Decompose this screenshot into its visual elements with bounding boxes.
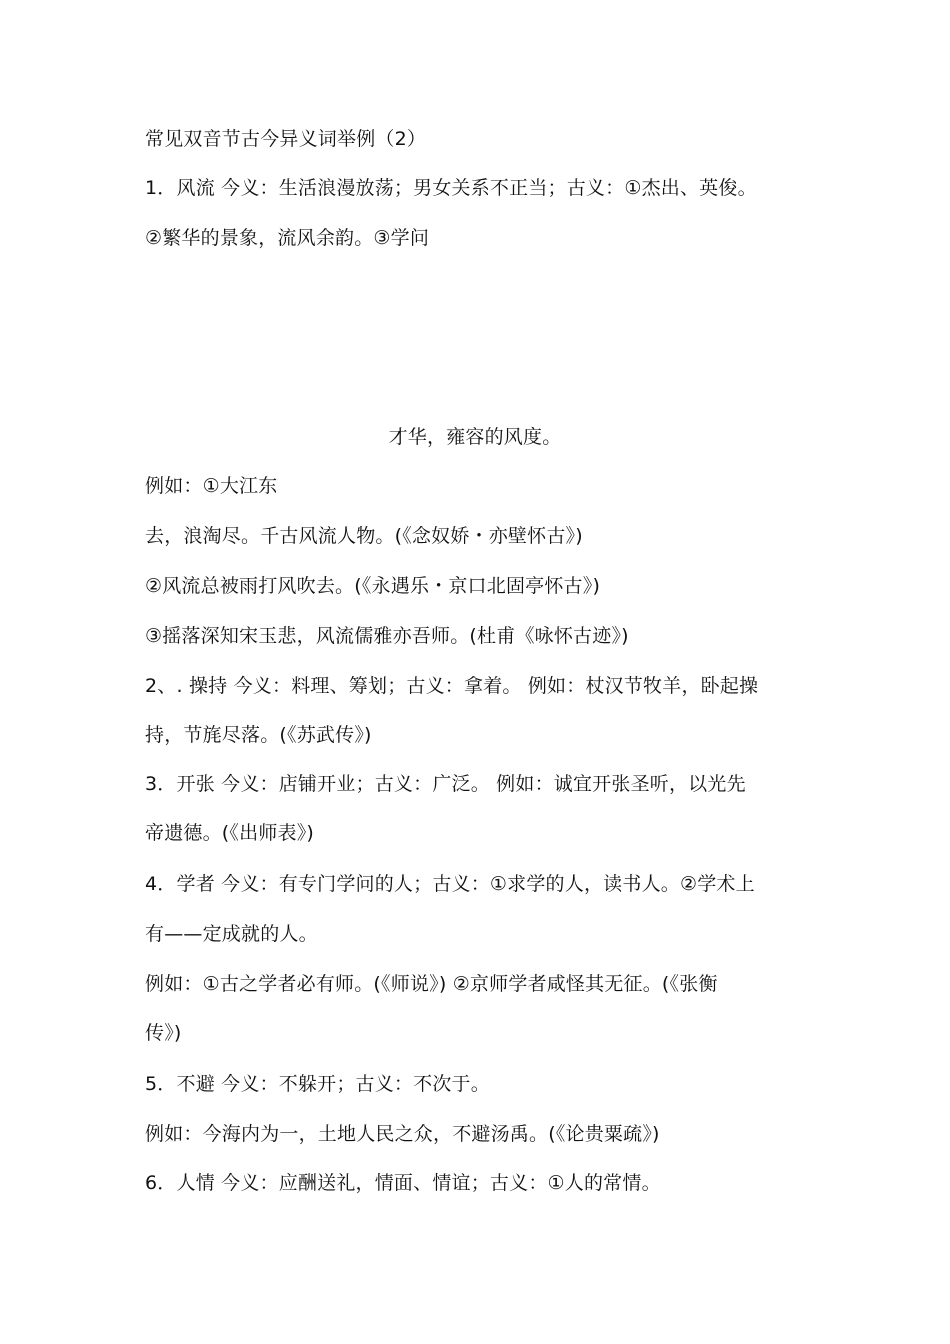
text-line: 持，节旄尽落。(《苏武传》) [145,724,372,746]
text-line: 才华，雍容的风度。 [388,426,562,448]
text-line: 1．风流 今义：生活浪漫放荡；男女关系不正当；古义：①杰出、英俊。 [145,177,757,199]
text-line: 例如：①古之学者必有师。(《师说》) ②京师学者咸怪其无征。(《张衡 [145,973,718,995]
text-line: 帝遗德。(《出师表》) [145,822,315,844]
text-line: 传》) [145,1022,182,1044]
text-line: 2、. 操持 今义：料理、筹划；古义：拿着。 例如：杖汉节牧羊，卧起操 [145,675,759,697]
text-line: 5．不避 今义：不躲开；古义：不次于。 [145,1073,490,1095]
text-line: 例如：今海内为一，土地人民之众，不避汤禹。(《论贵粟疏》) [145,1123,660,1145]
text-line: 6．人情 今义：应酬送礼，情面、情谊；古义：①人的常情。 [145,1172,661,1194]
text-line: 例如：①大江东 [145,475,278,497]
text-line: 3．开张 今义：店铺开业；古义：广泛。 例如：诚宜开张圣听，以光先 [145,773,746,795]
text-line: 有——定成就的人。 [145,923,318,945]
text-line: ②繁华的景象，流风余韵。③学问 [145,227,430,249]
text-line: 去，浪淘尽。千古风流人物。(《念奴娇・亦壁怀古》) [145,525,583,547]
text-line: 4．学者 今义：有专门学问的人；古义：①求学的人，读书人。②学术上 [145,873,755,895]
text-line: ③摇落深知宋玉悲，风流儒雅亦吾师。(杜甫《咏怀古迹》) [145,625,629,647]
document-title: 常见双音节古今异义词举例（2） [145,128,427,150]
text-line: ②风流总被雨打风吹去。(《永遇乐・京口北固亭怀古》) [145,575,601,597]
